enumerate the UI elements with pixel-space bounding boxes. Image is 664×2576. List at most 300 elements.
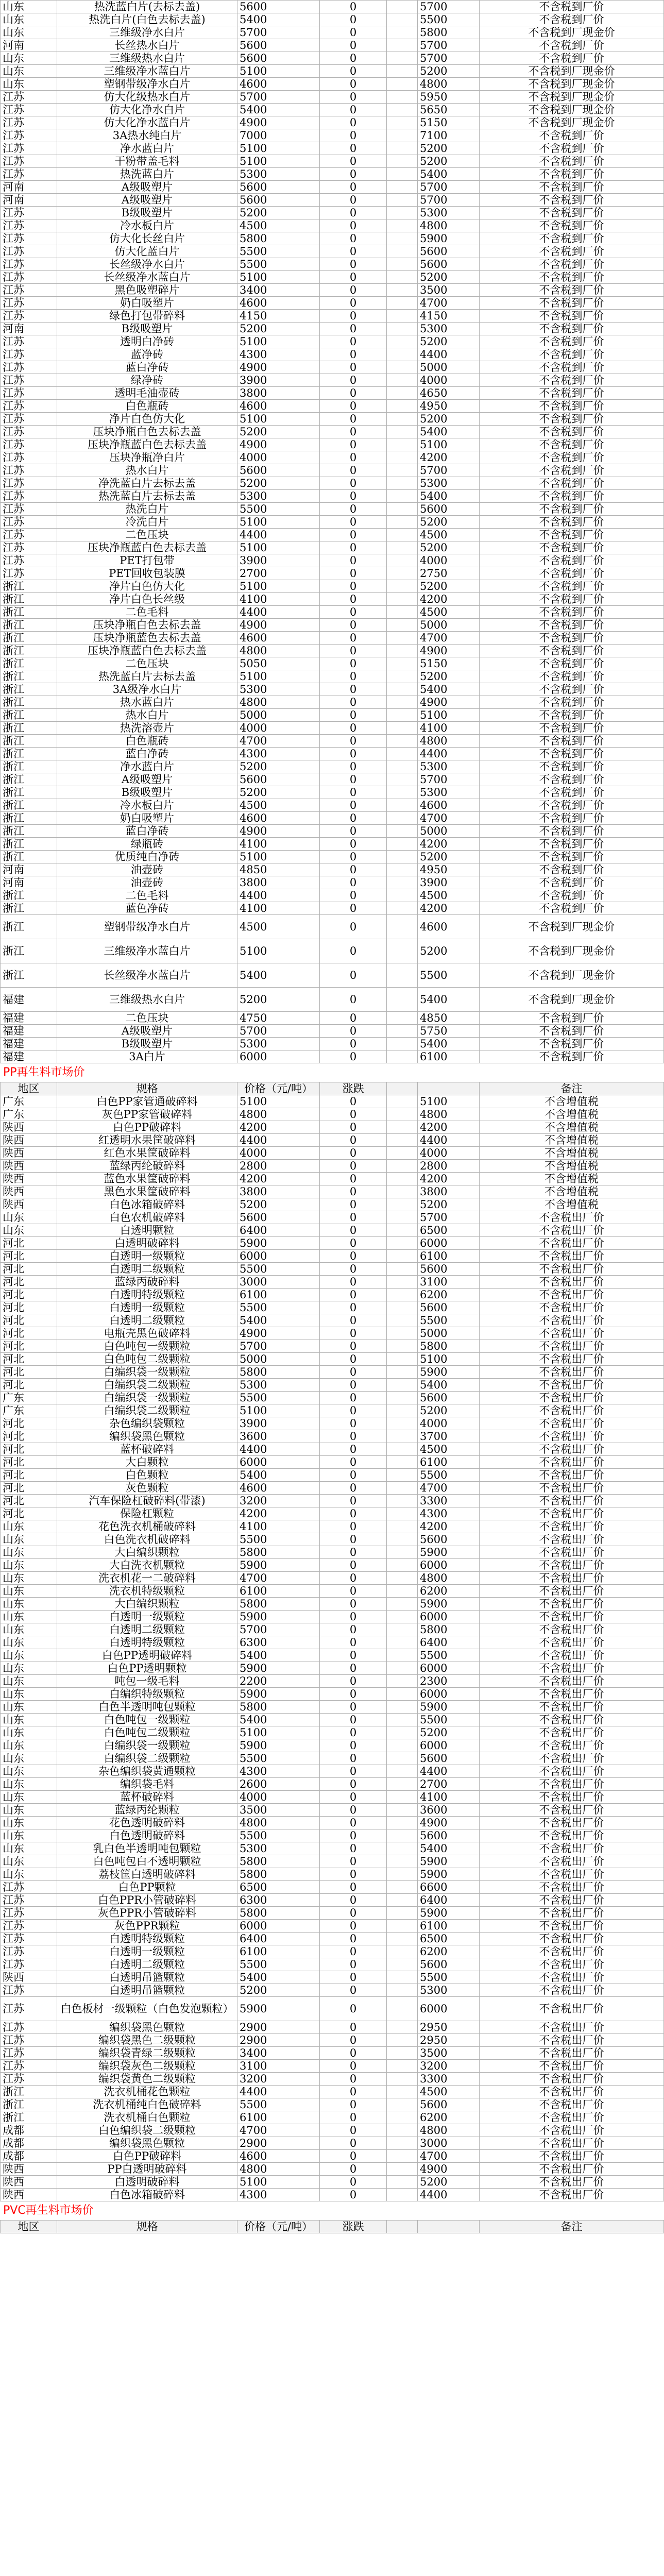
table-row <box>1 129 664 142</box>
cell-gap <box>387 529 418 541</box>
cell-change: 0 <box>320 2176 387 2189</box>
cell-note: 不含税出厂价 <box>480 1379 664 1392</box>
cell-spec: 白编织袋二级颗粒 <box>57 1752 237 1765</box>
table-row <box>1 1855 664 1868</box>
cell-price-high: 5600 <box>418 1752 480 1765</box>
cell-price-high: 5700 <box>418 1211 480 1224</box>
cell-change: 0 <box>320 129 387 142</box>
cell-note: 不含税到厂价 <box>480 1 664 13</box>
cell-gap <box>387 78 418 91</box>
cell-change: 0 <box>320 889 387 902</box>
table-row <box>1 1559 664 1572</box>
cell-spec: 白色吨包一级颗粒 <box>57 1714 237 1726</box>
cell-price-low: 6000 <box>237 1250 320 1263</box>
cell-price-low: 5400 <box>237 1649 320 1662</box>
cell-price-high: 5000 <box>418 361 480 374</box>
cell-price-high: 5100 <box>418 1095 480 1108</box>
table-row <box>1 1289 664 1301</box>
cell-spec: 蓝杯破碎料 <box>57 1791 237 1804</box>
cell-spec: 净水蓝白片 <box>57 760 237 773</box>
cell-price-low: 4800 <box>237 2163 320 2176</box>
table-row <box>1 851 664 863</box>
cell-gap <box>387 1817 418 1829</box>
cell-price-high: 4650 <box>418 387 480 400</box>
cell-gap <box>387 1739 418 1752</box>
table-row <box>1 963 664 988</box>
cell-price-high: 5300 <box>418 477 480 490</box>
cell-change: 0 <box>320 735 387 748</box>
cell-region: 浙江 <box>1 657 57 670</box>
cell-gap <box>387 232 418 245</box>
cell-region: 福建 <box>1 1012 57 1025</box>
cell-region: 河北 <box>1 1495 57 1507</box>
table-row <box>1 1752 664 1765</box>
cell-note: 不含税出厂价 <box>480 1829 664 1842</box>
cell-region: 陕西 <box>1 1121 57 1134</box>
cell-gap <box>387 451 418 464</box>
cell-gap <box>387 2137 418 2150</box>
cell-price-low: 5200 <box>237 1198 320 1211</box>
table-row <box>1 863 664 876</box>
cell-price-high: 5300 <box>418 760 480 773</box>
cell-gap <box>387 1456 418 1469</box>
header-note: 备注 <box>480 2221 664 2233</box>
cell-region: 浙江 <box>1 773 57 786</box>
cell-spec: 二色毛料 <box>57 606 237 619</box>
table-row <box>1 258 664 271</box>
cell-change: 0 <box>320 1752 387 1765</box>
cell-note: 不含税到厂价 <box>480 284 664 297</box>
cell-price-high: 3200 <box>418 2060 480 2073</box>
cell-note: 不含税出厂价 <box>480 1289 664 1301</box>
cell-note: 不含税到厂价 <box>480 722 664 735</box>
cell-spec: B级吸塑片 <box>57 207 237 219</box>
cell-region: 江苏 <box>1 529 57 541</box>
cell-note: 不含税到厂价 <box>480 52 664 65</box>
cell-price-high: 5600 <box>418 1392 480 1404</box>
cell-gap <box>387 606 418 619</box>
cell-note: 不含税出厂价 <box>480 1933 664 1945</box>
table-row <box>1 670 664 683</box>
cell-spec: 热水白片 <box>57 709 237 722</box>
cell-price-high: 4100 <box>418 1791 480 1804</box>
cell-spec: 汽车保险杠破碎料(带漆) <box>57 1495 237 1507</box>
cell-change: 0 <box>320 1598 387 1611</box>
cell-price-high: 4600 <box>418 915 480 939</box>
cell-change: 0 <box>320 2060 387 2073</box>
cell-gap <box>387 181 418 194</box>
cell-price-high: 5200 <box>418 2176 480 2189</box>
header-price: 价格（元/吨） <box>237 1082 320 1095</box>
cell-gap <box>387 1559 418 1572</box>
cell-price-high: 4500 <box>418 529 480 541</box>
cell-gap <box>387 760 418 773</box>
cell-note: 不含税到厂价 <box>480 748 664 760</box>
cell-note: 不含税出厂价 <box>480 1984 664 1997</box>
cell-gap <box>387 1881 418 1894</box>
cell-region: 河北 <box>1 1417 57 1430</box>
cell-price-low: 5100 <box>237 335 320 348</box>
cell-change: 0 <box>320 1147 387 1160</box>
cell-spec: 热洗蓝白片去标去盖 <box>57 490 237 503</box>
cell-note: 不含税到厂价 <box>480 464 664 477</box>
cell-gap <box>387 593 418 606</box>
cell-note: 不含税到厂价 <box>480 529 664 541</box>
cell-note: 不含税出厂价 <box>480 1791 664 1804</box>
table-row <box>1 2021 664 2034</box>
cell-change: 0 <box>320 696 387 709</box>
cell-gap <box>387 219 418 232</box>
cell-region: 山东 <box>1 78 57 91</box>
cell-note: 不含税出厂价 <box>480 1572 664 1585</box>
cell-note: 不含税到厂价 <box>480 413 664 426</box>
cell-spec: 白色冰箱破碎料 <box>57 1198 237 1211</box>
cell-gap <box>387 1765 418 1778</box>
cell-gap <box>387 26 418 39</box>
cell-region: 浙江 <box>1 799 57 812</box>
cell-price-low: 5900 <box>237 1739 320 1752</box>
cell-change: 0 <box>320 1276 387 1289</box>
cell-change: 0 <box>320 1495 387 1507</box>
cell-region: 河北 <box>1 1327 57 1340</box>
cell-spec: 绿瓶砖 <box>57 838 237 851</box>
cell-region: 山东 <box>1 1585 57 1598</box>
cell-change: 0 <box>320 1050 387 1063</box>
cell-note: 不含税出厂价 <box>480 2034 664 2047</box>
cell-price-low: 5800 <box>237 1868 320 1881</box>
cell-price-high: 2950 <box>418 2034 480 2047</box>
cell-spec: 奶白吸塑片 <box>57 297 237 310</box>
cell-region: 江苏 <box>1 104 57 116</box>
cell-note: 不含税出厂价 <box>480 1945 664 1958</box>
cell-price-low: 4700 <box>237 735 320 748</box>
cell-change: 0 <box>320 1456 387 1469</box>
cell-price-low: 4900 <box>237 116 320 129</box>
cell-gap <box>387 477 418 490</box>
table-header-row <box>1 2221 664 2233</box>
cell-gap <box>387 116 418 129</box>
cell-gap <box>387 1121 418 1134</box>
header-note: 备注 <box>480 1082 664 1095</box>
cell-change: 0 <box>320 52 387 65</box>
table-row <box>1 1817 664 1829</box>
cell-gap <box>387 374 418 387</box>
cell-change: 0 <box>320 1173 387 1185</box>
cell-spec: 白色PP破碎料 <box>57 2150 237 2163</box>
cell-note: 不含税出厂价 <box>480 1263 664 1276</box>
cell-gap <box>387 709 418 722</box>
cell-price-high: 5400 <box>418 426 480 438</box>
cell-spec: 编织袋黑色颗粒 <box>57 2137 237 2150</box>
cell-gap <box>387 1585 418 1598</box>
cell-price-low: 3200 <box>237 2073 320 2086</box>
cell-gap <box>387 2060 418 2073</box>
cell-spec: 洗衣机花一二破碎料 <box>57 1572 237 1585</box>
cell-note: 不含税到厂价 <box>480 348 664 361</box>
cell-gap <box>387 2189 418 2201</box>
cell-spec: 透明毛油壶砖 <box>57 387 237 400</box>
table-row <box>1 645 664 657</box>
cell-price-low: 3100 <box>237 2060 320 2073</box>
cell-price-low: 4900 <box>237 1327 320 1340</box>
cell-price-high: 5200 <box>418 413 480 426</box>
cell-change: 0 <box>320 1392 387 1404</box>
cell-gap <box>387 939 418 963</box>
cell-spec: 洗衣机桶纯白色破碎料 <box>57 2098 237 2111</box>
cell-gap <box>387 988 418 1012</box>
cell-gap <box>387 1997 418 2021</box>
section-pp <box>0 1063 664 2201</box>
cell-note: 不含税出厂价 <box>480 1314 664 1327</box>
cell-note: 不含税到厂价 <box>480 799 664 812</box>
cell-region: 江苏 <box>1 1945 57 1958</box>
cell-gap <box>387 2150 418 2163</box>
cell-spec: 热水蓝白片 <box>57 696 237 709</box>
table-row <box>1 1662 664 1675</box>
cell-spec: 白色PP颗粒 <box>57 1881 237 1894</box>
cell-price-low: 4400 <box>237 606 320 619</box>
cell-region: 江苏 <box>1 91 57 104</box>
cell-price-low: 3900 <box>237 1417 320 1430</box>
cell-gap <box>387 1134 418 1147</box>
cell-change: 0 <box>320 812 387 825</box>
table-row <box>1 374 664 387</box>
cell-spec: 热洗白片 <box>57 503 237 516</box>
cell-note: 不含税出厂价 <box>480 1971 664 1984</box>
cell-note: 不含税到厂价 <box>480 889 664 902</box>
cell-change: 0 <box>320 297 387 310</box>
header-change: 涨跌 <box>320 1082 387 1095</box>
cell-spec: 白透明一级颗粒 <box>57 1250 237 1263</box>
cell-price-high: 3500 <box>418 2047 480 2060</box>
cell-change: 0 <box>320 963 387 988</box>
cell-price-high: 5500 <box>418 1714 480 1726</box>
cell-change: 0 <box>320 863 387 876</box>
cell-note: 不含税出厂价 <box>480 1533 664 1546</box>
cell-price-low: 5100 <box>237 939 320 963</box>
cell-region: 浙江 <box>1 2098 57 2111</box>
cell-price-high: 4700 <box>418 812 480 825</box>
cell-spec: 热水白片 <box>57 464 237 477</box>
cell-gap <box>387 1675 418 1688</box>
cell-region: 山东 <box>1 1778 57 1791</box>
cell-note: 不含税到厂价 <box>480 194 664 207</box>
cell-price-low: 4400 <box>237 1443 320 1456</box>
cell-change: 0 <box>320 1095 387 1108</box>
table-row <box>1 1379 664 1392</box>
cell-note: 不含税出厂价 <box>480 2098 664 2111</box>
cell-spec: 白编织袋一级颗粒 <box>57 1366 237 1379</box>
cell-price-high: 5900 <box>418 1366 480 1379</box>
cell-region: 河北 <box>1 1456 57 1469</box>
table-row <box>1 1598 664 1611</box>
cell-price-low: 5600 <box>237 773 320 786</box>
cell-note: 不含税到厂价 <box>480 310 664 323</box>
cell-spec: 白色PP透明颗粒 <box>57 1662 237 1675</box>
cell-region: 山东 <box>1 1662 57 1675</box>
table-row <box>1 2086 664 2098</box>
cell-spec: 白编织袋一级颗粒 <box>57 1392 237 1404</box>
cell-note: 不含税出厂价 <box>480 1469 664 1482</box>
table-row <box>1 683 664 696</box>
cell-price-high: 5200 <box>418 939 480 963</box>
cell-note: 不含税出厂价 <box>480 1353 664 1366</box>
cell-spec: 杂色编织袋颗粒 <box>57 1417 237 1430</box>
cell-gap <box>387 1095 418 1108</box>
cell-price-high: 5600 <box>418 2098 480 2111</box>
cell-note: 不含税到厂价 <box>480 1038 664 1050</box>
cell-price-high: 5600 <box>418 1829 480 1842</box>
cell-gap <box>387 1855 418 1868</box>
cell-region: 河北 <box>1 1289 57 1301</box>
cell-price-high: 6600 <box>418 1881 480 1894</box>
cell-spec: B级吸塑片 <box>57 323 237 335</box>
cell-price-high: 4000 <box>418 1147 480 1160</box>
cell-change: 0 <box>320 838 387 851</box>
cell-gap <box>387 1933 418 1945</box>
cell-price-high: 5200 <box>418 1726 480 1739</box>
cell-region: 江苏 <box>1 374 57 387</box>
cell-change: 0 <box>320 168 387 181</box>
cell-price-low: 4800 <box>237 1108 320 1121</box>
cell-price-low: 5100 <box>237 1726 320 1739</box>
cell-spec: 白色半透明吨包颗粒 <box>57 1701 237 1714</box>
cell-gap <box>387 464 418 477</box>
cell-note: 不含税出厂价 <box>480 1997 664 2021</box>
cell-note: 不含税到厂价 <box>480 696 664 709</box>
cell-spec: 净片白色长丝级 <box>57 593 237 606</box>
cell-note: 不含税出厂价 <box>480 1366 664 1379</box>
table-row <box>1 1907 664 1920</box>
cell-region: 河北 <box>1 1237 57 1250</box>
cell-price-high: 5200 <box>418 1404 480 1417</box>
cell-price-low: 5700 <box>237 1623 320 1636</box>
cell-price-high: 2950 <box>418 2021 480 2034</box>
cell-price-high: 4700 <box>418 1482 480 1495</box>
cell-price-high: 4400 <box>418 2189 480 2201</box>
cell-region: 山东 <box>1 1868 57 1881</box>
cell-region: 成都 <box>1 2124 57 2137</box>
cell-price-low: 6100 <box>237 1945 320 1958</box>
cell-price-low: 4600 <box>237 812 320 825</box>
cell-change: 0 <box>320 78 387 91</box>
table-row <box>1 812 664 825</box>
cell-spec: 白透明一级颗粒 <box>57 1301 237 1314</box>
cell-price-low: 5200 <box>237 477 320 490</box>
table-row <box>1 2034 664 2047</box>
cell-price-high: 5600 <box>418 245 480 258</box>
cell-region: 江苏 <box>1 361 57 374</box>
cell-note: 不含税出厂价 <box>480 1507 664 1520</box>
cell-region: 浙江 <box>1 915 57 939</box>
cell-region: 江苏 <box>1 567 57 580</box>
cell-price-high: 4900 <box>418 696 480 709</box>
cell-change: 0 <box>320 1829 387 1842</box>
table-row <box>1 426 664 438</box>
table-row <box>1 490 664 503</box>
cell-region: 江苏 <box>1 219 57 232</box>
cell-price-low: 5600 <box>237 52 320 65</box>
cell-change: 0 <box>320 1623 387 1636</box>
cell-change: 0 <box>320 374 387 387</box>
cell-region: 河北 <box>1 1263 57 1276</box>
cell-price-low: 4900 <box>237 619 320 632</box>
cell-price-high: 5800 <box>418 26 480 39</box>
table-row <box>1 1173 664 1185</box>
cell-spec: 白色颗粒 <box>57 1469 237 1482</box>
table-row <box>1 516 664 529</box>
cell-spec: 编织袋黄色二级颗粒 <box>57 2073 237 2086</box>
cell-price-high: 6500 <box>418 1224 480 1237</box>
cell-note: 不含增值税 <box>480 1147 664 1160</box>
cell-gap <box>387 400 418 413</box>
cell-change: 0 <box>320 2150 387 2163</box>
cell-change: 0 <box>320 2073 387 2086</box>
table-row <box>1 477 664 490</box>
cell-price-high: 6200 <box>418 2111 480 2124</box>
cell-price-low: 4200 <box>237 1173 320 1185</box>
cell-price-high: 2800 <box>418 1160 480 1173</box>
cell-note: 不含税到厂价 <box>480 760 664 773</box>
cell-gap <box>387 1829 418 1842</box>
cell-region: 浙江 <box>1 670 57 683</box>
table-row <box>1 1636 664 1649</box>
cell-price-high: 6100 <box>418 1456 480 1469</box>
table-row <box>1 91 664 104</box>
cell-change: 0 <box>320 1920 387 1933</box>
cell-note: 不含税到厂价 <box>480 593 664 606</box>
table-row <box>1 1392 664 1404</box>
table-row <box>1 1675 664 1688</box>
cell-gap <box>387 91 418 104</box>
cell-price-high: 5150 <box>418 657 480 670</box>
cell-note: 不含税到厂价 <box>480 451 664 464</box>
cell-spec: 白透明破碎料 <box>57 1237 237 1250</box>
cell-price-low: 5100 <box>237 580 320 593</box>
cell-price-high: 4800 <box>418 219 480 232</box>
cell-price-low: 5200 <box>237 760 320 773</box>
cell-spec: 白色瓶砖 <box>57 400 237 413</box>
cell-change: 0 <box>320 939 387 963</box>
cell-spec: 白色瓶砖 <box>57 735 237 748</box>
cell-price-low: 5200 <box>237 207 320 219</box>
cell-note: 不含税到厂价 <box>480 323 664 335</box>
cell-spec: 冷水板白片 <box>57 219 237 232</box>
section-pvc <box>0 2201 664 2233</box>
cell-price-low: 5300 <box>237 490 320 503</box>
cell-spec: 白透明特级颗粒 <box>57 1636 237 1649</box>
header-price2 <box>418 1082 480 1095</box>
cell-price-low: 6300 <box>237 1636 320 1649</box>
cell-gap <box>387 632 418 645</box>
table-row <box>1 1198 664 1211</box>
cell-price-low: 6000 <box>237 1920 320 1933</box>
cell-gap <box>387 1649 418 1662</box>
cell-note: 不含税到厂价 <box>480 1050 664 1063</box>
cell-price-high: 4400 <box>418 1765 480 1778</box>
cell-change: 0 <box>320 1855 387 1868</box>
cell-region: 浙江 <box>1 902 57 915</box>
cell-region: 河南 <box>1 323 57 335</box>
cell-note: 不含税出厂价 <box>480 1765 664 1778</box>
cell-gap <box>387 915 418 939</box>
cell-change: 0 <box>320 632 387 645</box>
cell-region: 山东 <box>1 1546 57 1559</box>
table-row <box>1 1211 664 1224</box>
table-row <box>1 1340 664 1353</box>
cell-spec: 花色透明破碎料 <box>57 1817 237 1829</box>
cell-region: 福建 <box>1 988 57 1012</box>
